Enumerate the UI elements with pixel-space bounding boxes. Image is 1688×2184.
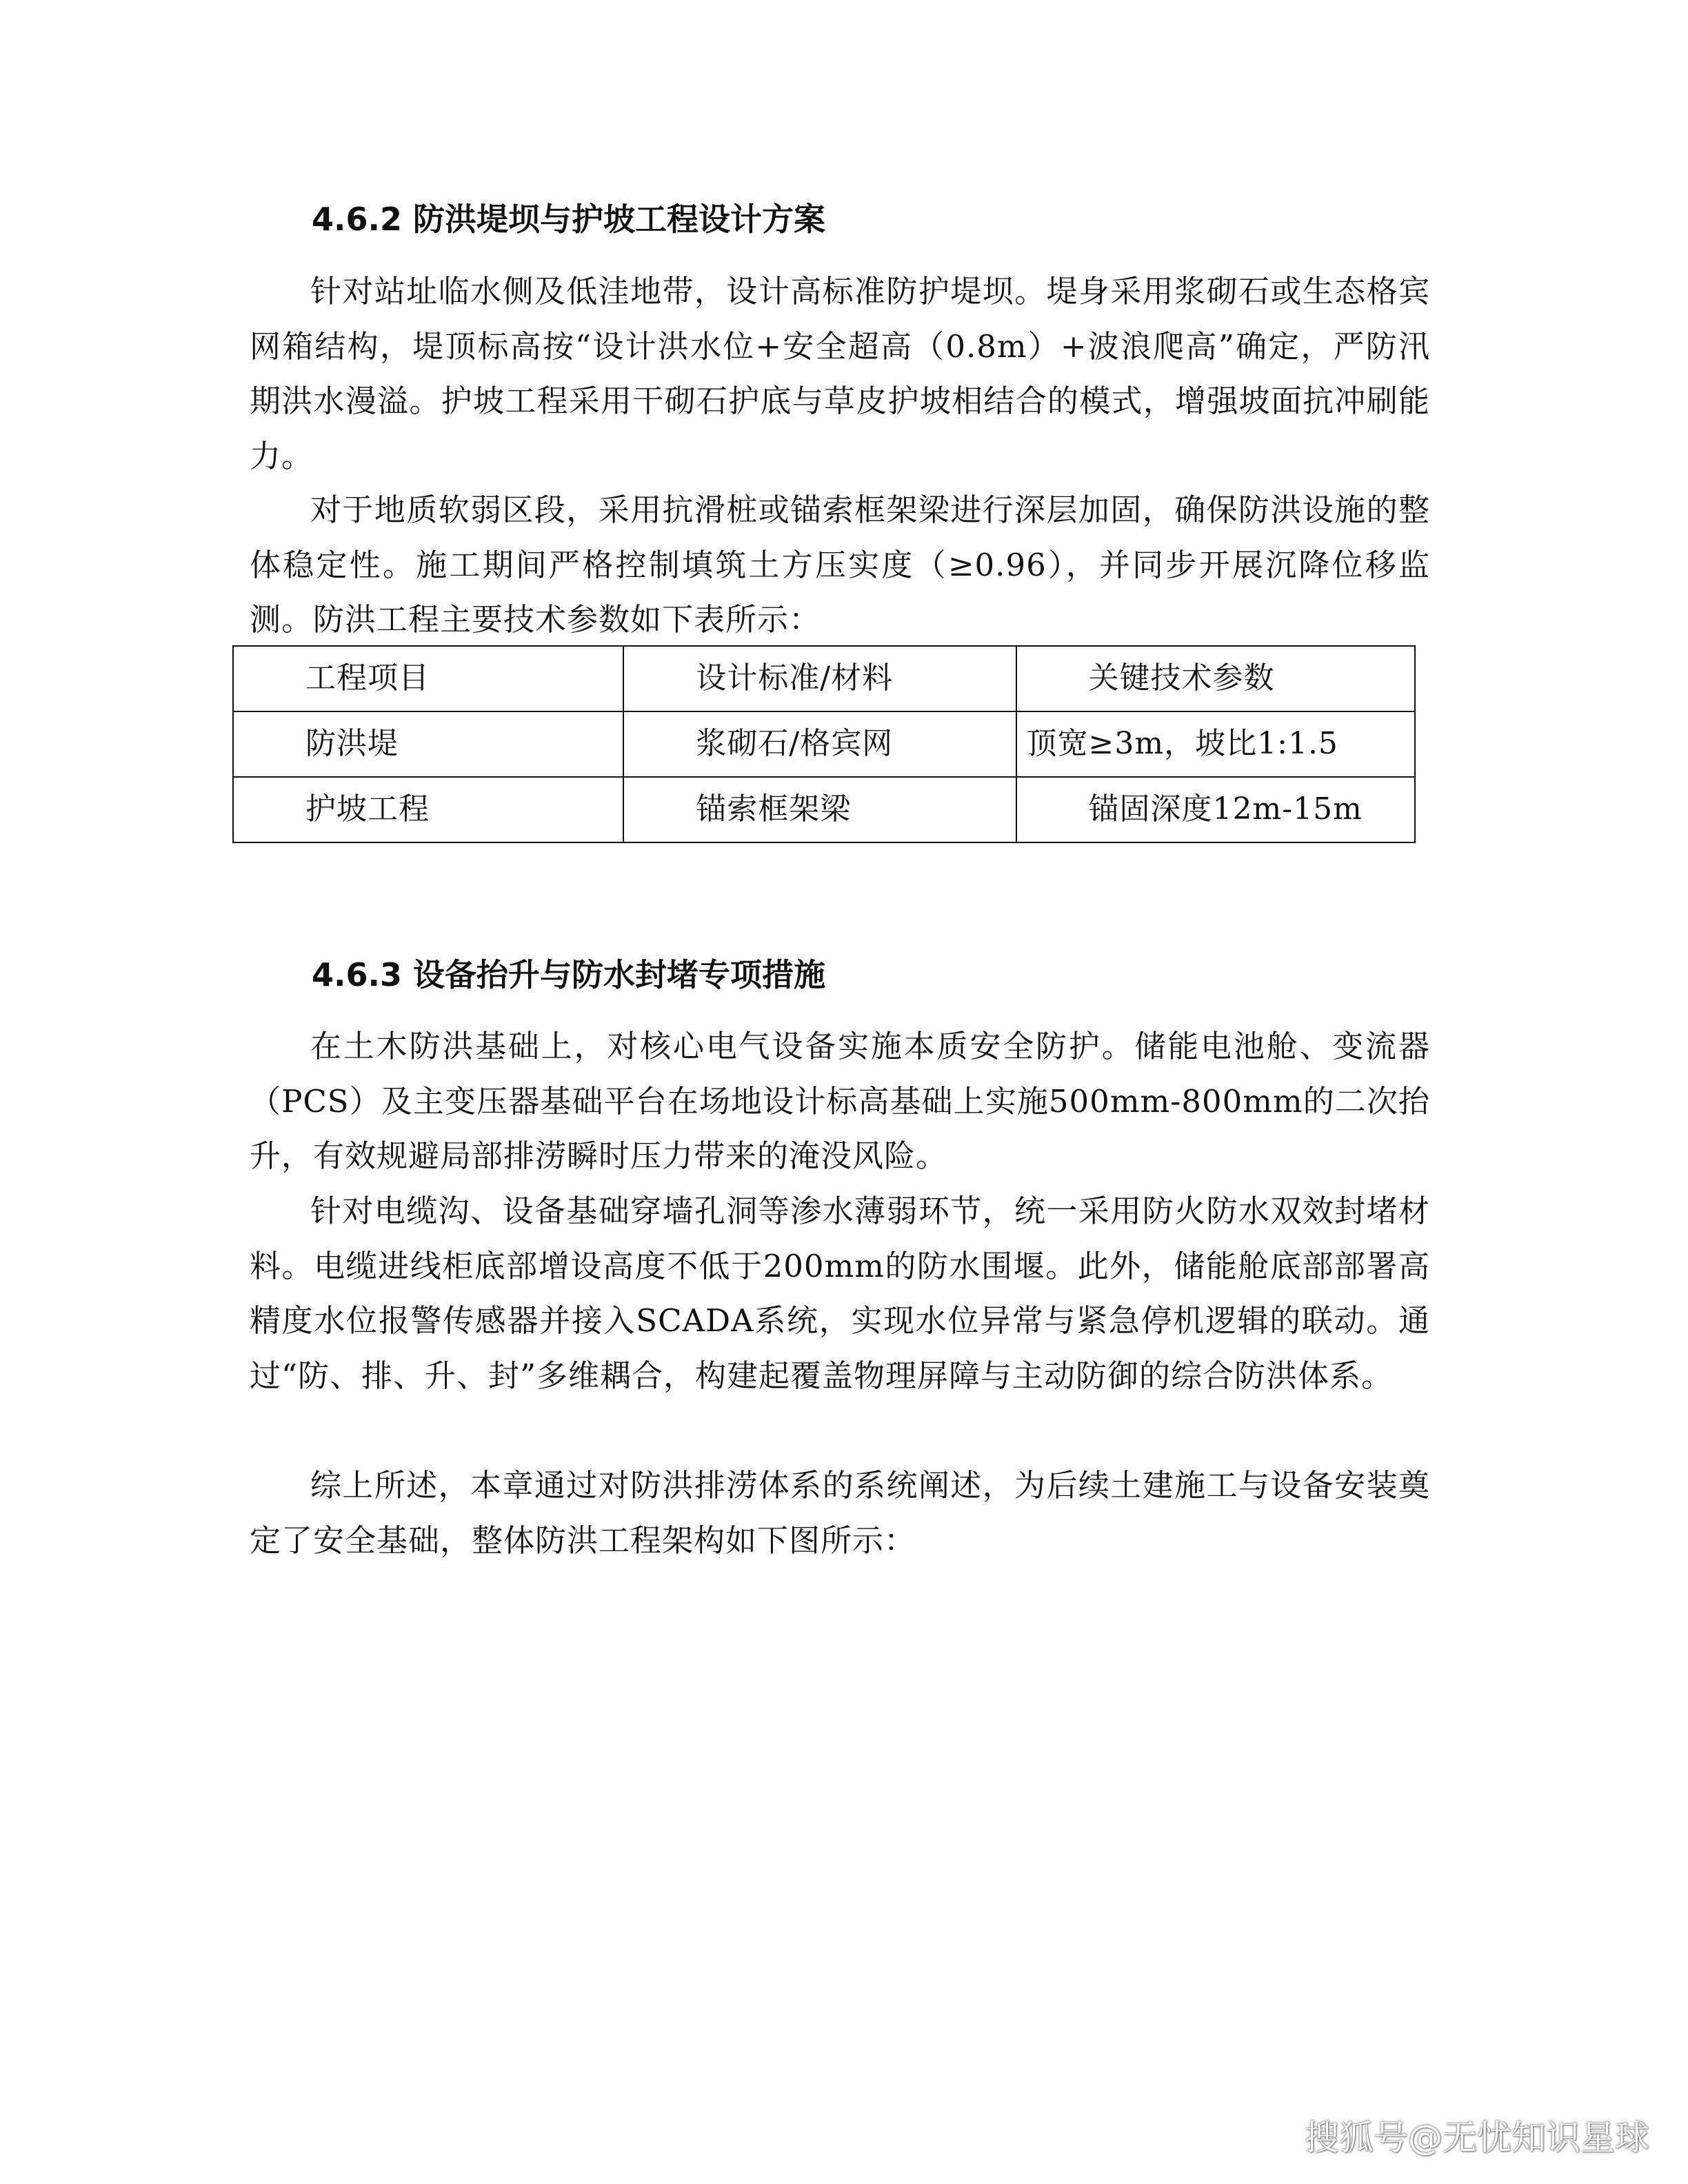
table-header-row [233, 646, 1415, 711]
table-cell: 顶宽≥3m，坡比1:1.5 [1016, 711, 1415, 777]
paragraph: 综上所述，本章通过对防洪排涝体系的系统阐述，为后续土建施工与设备安装奠定了安全基础，整体防洪工程架构如下图所示： [250, 1467, 1430, 1559]
table-cell: 锚固深度12m-15m [1016, 777, 1415, 842]
table-row [233, 711, 1415, 777]
table-header-cell: 关键技术参数 [1016, 646, 1415, 711]
table-cell: 防洪堤 [233, 711, 623, 777]
table-cell: 锚索框架梁 [623, 777, 1016, 842]
section-4-6-2-heading: 4.6.2 防洪堤坝与护坡工程设计方案 [312, 201, 825, 238]
section-4-6-3-heading: 4.6.3 设备抬升与防水封堵专项措施 [312, 956, 825, 993]
table-cell: 护坡工程 [233, 777, 623, 842]
paragraph: 在土木防洪基础上，对核心电气设备实施本质安全防护。储能电池舱、变流器（PCS）及主变压器基础平台在场地设计标高基础上实施500mm-800mm的二次抬升，有效规避局部排涝瞬时压力带来的淹没风险。 [250, 1028, 1430, 1174]
table-cell: 浆砌石/格宾网 [623, 711, 1016, 777]
table-header-cell: 设计标准/材料 [623, 646, 1016, 711]
paragraph: 针对电缆沟、设备基础穿墙孔洞等渗水薄弱环节，统一采用防火防水双效封堵材料。电缆进线柜底部增设高度不低于200mm的防水围堰。此外，储能舱底部部署高精度水位报警传感器并接入SCADA系统，实现水位异常与紧急停机逻辑的联动。通过“防、排、升、封”多维耦合，构建起覆盖物理屏障与主动防御的综合防洪体系。 [250, 1193, 1430, 1394]
paragraph: 针对站址临水侧及低洼地带，设计高标准防护堤坝。堤身采用浆砌石或生态格宾网箱结构，堤顶标高按“设计洪水位+安全超高（0.8m）+波浪爬高”确定，严防汛期洪水漫溢。护坡工程采用干砌石护底与草皮护坡相结合的模式，增强坡面抗冲刷能力。 [250, 273, 1430, 474]
watermark-text: 搜狐号@无忧知识星球 [1305, 2118, 1649, 2158]
paragraph: 对于地质软弱区段，采用抗滑桩或锚索框架梁进行深层加固，确保防洪设施的整体稳定性。施工期间严格控制填筑土方压实度（≥0.96），并同步开展沉降位移监测。防洪工程主要技术参数如下表所示： [250, 492, 1430, 638]
table-row [233, 777, 1415, 842]
table-header-cell: 工程项目 [233, 646, 623, 711]
flood-parameters-table [232, 645, 1416, 843]
